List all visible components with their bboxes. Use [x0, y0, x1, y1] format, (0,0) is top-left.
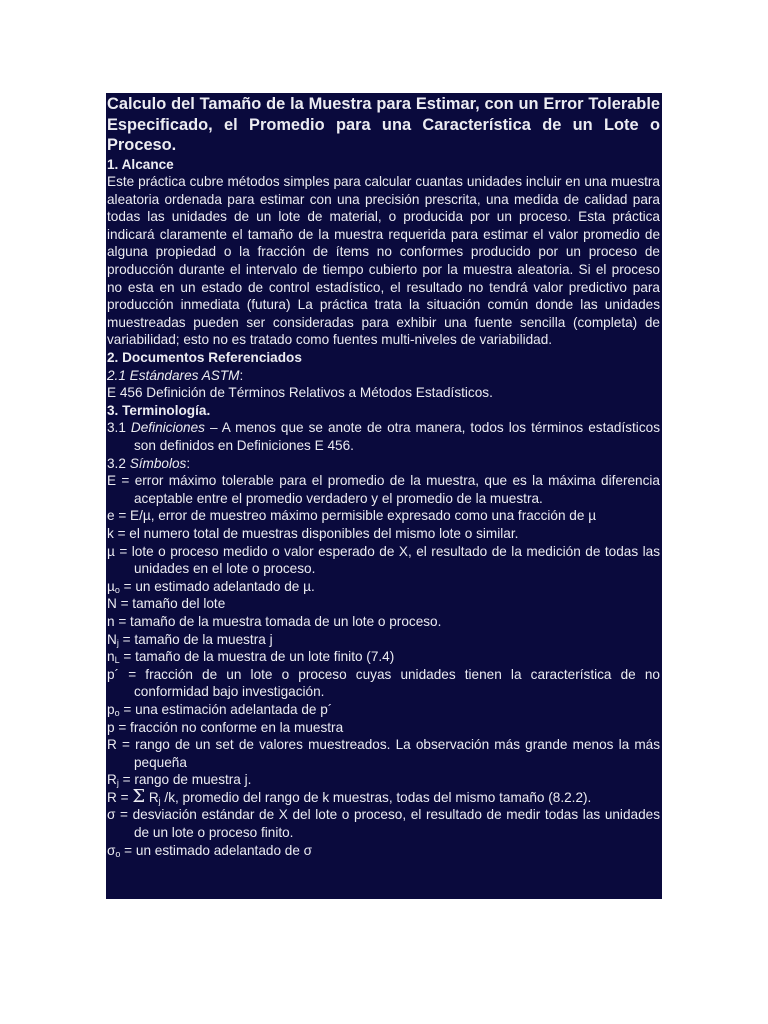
- symbol-p: p = fracción no conforme en la muestra: [107, 719, 344, 735]
- symbols-number: 3.2: [107, 455, 130, 471]
- symbol-nL-sub: L: [114, 655, 120, 666]
- sigma-sum-icon: Σ: [132, 785, 146, 807]
- symbol-nL-base: n: [107, 649, 115, 665]
- definitions-number: 3.1: [107, 420, 131, 436]
- symbol-R-bar-text: /k, promedio del rango de k muestras, todas del mismo tamaño (8.2.2).: [160, 789, 592, 805]
- symbol-Nj-sub: j: [116, 637, 119, 648]
- symbol-p0: [107, 701, 660, 719]
- symbols-label: Símbolos: [129, 455, 187, 471]
- symbol-mu0: [107, 578, 660, 596]
- symbol-e: e = E/µ, error de muestreo máximo permisible expresado como una fracción de µ: [107, 508, 597, 524]
- astm-standards-colon: :: [239, 367, 244, 383]
- symbol-sigma0-text: = un estimado adelantado de σ: [120, 842, 313, 858]
- symbol-p0-text: = una estimación adelantada de p´: [119, 701, 333, 717]
- section-2-heading: 2. Documentos Referenciados: [107, 350, 302, 366]
- symbol-sigma: σ = desviación estándar de X del lote o proceso, el resultado de medir todas las unidades de un lote o proceso finito.: [107, 807, 660, 841]
- symbol-mu0-text: = un estimado adelantado de µ.: [119, 578, 315, 594]
- symbol-Nj-text: = tamaño de la muestra j: [118, 631, 273, 647]
- section-1-body: Este práctica cubre métodos simples para calcular cuantas unidades incluir en una muestra aleatoria ordenada para estimar con una precisión prescrita, una medida de calidad para todas las unidades de un lote de material, o producida por un proceso. Esta práctica indicará claramente el tamaño de la muestra requerida para estimar el valor promedio de alguna propiedad o la fracción de ítems no conformes producido por un proceso de producción durante el intervalo de tiempo cubierto por la muestra aleatoria. Si el proceso no esta en un estado de control estadístico, el resultado no tendrá valor predictivo para producción inmediata (futura) La práctica trata la situación común donde las unidades muestreadas pueden ser consideradas para exhibir una fuente sencilla (completa) de variabilidad; esto no es tratado como fuentes multi-niveles de variabilidad.: [107, 174, 660, 348]
- symbol-N: N = tamaño del lote: [107, 596, 226, 612]
- definitions-text: – A menos que se anote de otra manera, todos los términos estadísticos son definidos en Definiciones E 456.: [134, 420, 660, 453]
- symbol-R-bar-lead: R =: [107, 789, 133, 805]
- reference-e456: E 456 Definición de Términos Relativos a Métodos Estadísticos.: [107, 385, 493, 401]
- section-1-heading: 1. Alcance: [107, 156, 174, 172]
- symbol-mu0-sub: o: [114, 584, 120, 595]
- symbol-R-bar-sub: j: [158, 795, 161, 806]
- symbol-Rj-sub: j: [116, 778, 119, 789]
- definitions-label: Definiciones: [130, 420, 205, 436]
- symbols-colon: :: [186, 455, 191, 471]
- symbol-nL: [107, 648, 660, 666]
- section-3-heading: 3. Terminología.: [107, 402, 211, 418]
- symbol-sigma0-base: σ: [107, 842, 116, 858]
- symbols-item: [107, 455, 660, 473]
- definitions-item: [107, 419, 660, 454]
- symbol-nL-text: = tamaño de la muestra de un lote finito (7.4): [119, 649, 395, 665]
- symbol-sigma0-sub: o: [115, 848, 121, 859]
- symbol-Rj: [107, 771, 660, 789]
- symbol-R: R = rango de un set de valores muestreados. La observación más grande menos la más pequeña: [107, 737, 660, 770]
- symbol-p0-sub: o: [114, 707, 120, 718]
- symbol-Nj-base: N: [107, 631, 117, 647]
- document-title: Calculo del Tamaño de la Muestra para Estimar, con un Error Tolerable Especificado, el Promedio para una Característica de un Lote o Proceso.: [107, 95, 660, 154]
- symbol-Nj: [107, 631, 660, 649]
- symbol-Rj-text: = rango de muestra j.: [118, 772, 252, 788]
- symbol-E: E = error máximo tolerable para el promedio de la muestra, que es la máxima diferencia aceptable entre el promedio verdadero y el promedio de la muestra.: [107, 473, 660, 506]
- symbol-R-bar: [107, 785, 660, 807]
- astm-standards-label: 2.1 Estándares ASTM: [107, 367, 240, 383]
- symbol-Rj-base: R: [107, 772, 117, 788]
- symbol-sigma0: [107, 842, 660, 860]
- symbol-k: k = el numero total de muestras disponibles del mismo lote o similar.: [107, 525, 519, 541]
- document-page: [106, 93, 662, 899]
- symbol-mu: µ = lote o proceso medido o valor esperado de X, el resultado de la medición de todas las unidades en el lote o proceso.: [107, 543, 660, 577]
- symbol-p0-base: p: [107, 701, 115, 717]
- symbol-n: n = tamaño de la muestra tomada de un lote o proceso.: [107, 613, 442, 629]
- section-2-1-line: [107, 367, 660, 385]
- symbol-mu0-base: µ: [107, 578, 115, 594]
- symbol-R-bar-base: R: [145, 789, 159, 805]
- symbol-p-prime: p´ = fracción de un lote o proceso cuyas unidades tienen la característica de no conformidad bajo investigación.: [107, 666, 660, 700]
